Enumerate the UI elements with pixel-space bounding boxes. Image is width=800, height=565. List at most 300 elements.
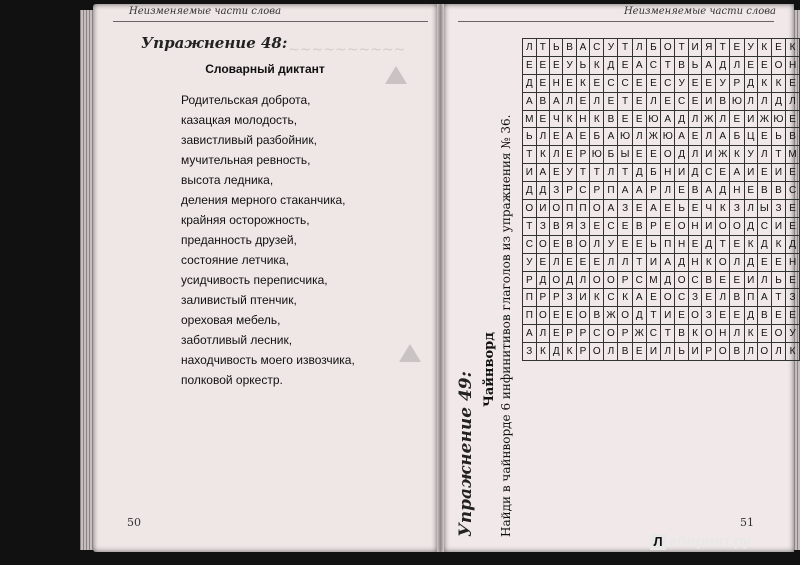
grid-cell: Е bbox=[632, 74, 646, 92]
grid-cell: Л bbox=[632, 128, 646, 146]
grid-cell: Н bbox=[675, 235, 688, 253]
grid-cell: И bbox=[744, 164, 757, 182]
grid-cell: Е bbox=[716, 307, 730, 325]
grid-cell: А bbox=[523, 325, 537, 343]
watermark-text: абиринт.ру bbox=[669, 533, 751, 550]
grid-cell: Е bbox=[786, 271, 800, 289]
grid-cell: Е bbox=[550, 164, 563, 182]
grid-cell: К bbox=[702, 253, 716, 271]
grid-cell: Л bbox=[744, 343, 757, 361]
grid-cell: Е bbox=[730, 39, 744, 57]
grid-row bbox=[523, 271, 800, 289]
grid-cell: Е bbox=[771, 39, 785, 57]
grid-cell: Д bbox=[744, 307, 757, 325]
grid-cell: Р bbox=[536, 289, 549, 307]
grid-cell: Ж bbox=[604, 307, 618, 325]
grid-cell: А bbox=[576, 39, 589, 57]
grid-cell: Л bbox=[550, 146, 563, 164]
grid-cell: Е bbox=[730, 307, 744, 325]
grid-cell: О bbox=[688, 307, 701, 325]
grid-cell: Т bbox=[661, 56, 675, 74]
grid-cell: У bbox=[604, 39, 618, 57]
grid-cell: К bbox=[744, 325, 757, 343]
grid-cell: У bbox=[563, 56, 576, 74]
phrase-item: завистливый разбойник, bbox=[181, 133, 317, 147]
grid-cell: О bbox=[730, 217, 744, 235]
grid-cell: Д bbox=[786, 235, 800, 253]
left-page-header: Неизменяемые части слова bbox=[129, 6, 282, 17]
phrase-item: усидчивость переписчика, bbox=[181, 273, 328, 287]
grid-cell: В bbox=[730, 289, 744, 307]
grid-cell: Ы bbox=[618, 146, 632, 164]
grid-cell: В bbox=[702, 271, 716, 289]
grid-cell: А bbox=[563, 128, 576, 146]
grid-cell: В bbox=[688, 182, 701, 200]
grid-cell: К bbox=[786, 39, 800, 57]
grid-cell: Е bbox=[661, 92, 675, 110]
grid-cell: В bbox=[757, 307, 771, 325]
grid-cell: Д bbox=[563, 271, 576, 289]
phrase-item: мучительная ревность, bbox=[181, 153, 311, 167]
grid-cell: И bbox=[771, 217, 785, 235]
grid-cell: Н bbox=[786, 253, 800, 271]
grid-cell: О bbox=[675, 271, 688, 289]
phrase-item: ореховая мебель, bbox=[181, 313, 281, 327]
crossword-title: Чайнворд bbox=[482, 332, 497, 407]
grid-cell: К bbox=[590, 56, 604, 74]
grid-cell: Л bbox=[536, 325, 549, 343]
grid-cell: Е bbox=[632, 146, 646, 164]
grid-cell: Е bbox=[563, 253, 576, 271]
grid-cell: Е bbox=[786, 110, 800, 128]
grid-cell: Е bbox=[632, 343, 646, 361]
grid-cell: С bbox=[523, 235, 537, 253]
grid-cell: О bbox=[757, 343, 771, 361]
grid-cell: Е bbox=[661, 217, 675, 235]
grid-cell: У bbox=[563, 164, 576, 182]
grid-cell: Ь bbox=[523, 128, 537, 146]
phrase-list bbox=[181, 90, 355, 390]
grid-cell: Л bbox=[550, 253, 563, 271]
grid-cell: Т bbox=[618, 164, 632, 182]
grid-cell: Н bbox=[661, 164, 675, 182]
grid-cell: Р bbox=[646, 217, 660, 235]
grid-cell: Т bbox=[716, 39, 730, 57]
grid-cell: О bbox=[523, 200, 537, 218]
grid-cell: Р bbox=[576, 146, 589, 164]
grid-cell: В bbox=[730, 343, 744, 361]
grid-cell: Е bbox=[618, 110, 632, 128]
grid-row bbox=[523, 289, 800, 307]
grid-row bbox=[523, 164, 800, 182]
grid-cell: С bbox=[604, 289, 618, 307]
grid-cell: К bbox=[688, 325, 701, 343]
grid-cell: Е bbox=[536, 56, 549, 74]
grid-cell: Т bbox=[523, 146, 537, 164]
grid-cell: В bbox=[632, 217, 646, 235]
page-number-right: 51 bbox=[740, 516, 754, 529]
grid-cell: И bbox=[702, 146, 716, 164]
grid-cell: Д bbox=[661, 271, 675, 289]
grid-cell: Л bbox=[604, 164, 618, 182]
grid-cell: У bbox=[744, 146, 757, 164]
grid-cell: Л bbox=[716, 110, 730, 128]
grid-cell: И bbox=[688, 343, 701, 361]
grid-row bbox=[523, 39, 800, 57]
grid-cell: З bbox=[730, 200, 744, 218]
grid-cell: Д bbox=[744, 253, 757, 271]
grid-cell: С bbox=[646, 56, 660, 74]
grid-cell: В bbox=[563, 235, 576, 253]
grid-cell: Л bbox=[757, 92, 771, 110]
grid-row bbox=[523, 56, 800, 74]
grid-cell: Е bbox=[757, 325, 771, 343]
grid-cell: Р bbox=[563, 325, 576, 343]
grid-cell: И bbox=[646, 253, 660, 271]
phrase-item: заливистый птенчик, bbox=[181, 293, 297, 307]
grid-cell: С bbox=[688, 271, 701, 289]
grid-cell: Д bbox=[632, 164, 646, 182]
exercise-title: Упражнение 49: bbox=[456, 371, 476, 537]
grid-cell: Р bbox=[646, 182, 660, 200]
grid-row bbox=[523, 128, 800, 146]
grid-row bbox=[523, 343, 800, 361]
grid-cell: В bbox=[675, 325, 688, 343]
grid-cell: Л bbox=[744, 200, 757, 218]
grid-cell: О bbox=[590, 271, 604, 289]
grid-cell: Е bbox=[786, 164, 800, 182]
grid-cell: Ю bbox=[618, 128, 632, 146]
grid-cell: З bbox=[523, 343, 537, 361]
grid-cell: И bbox=[661, 307, 675, 325]
grid-cell: Л bbox=[702, 128, 716, 146]
grid-cell: Л bbox=[523, 39, 537, 57]
grid-cell: О bbox=[702, 325, 716, 343]
grid-cell: Е bbox=[786, 307, 800, 325]
grid-cell: В bbox=[771, 182, 785, 200]
grid-cell: Р bbox=[618, 271, 632, 289]
grid-cell: Р bbox=[730, 74, 744, 92]
grid-cell: С bbox=[576, 182, 589, 200]
phrase-item: казацкая молодость, bbox=[181, 113, 298, 127]
grid-cell: О bbox=[716, 217, 730, 235]
grid-cell: Е bbox=[576, 253, 589, 271]
grid-cell: Е bbox=[688, 200, 701, 218]
grid-cell: А bbox=[661, 110, 675, 128]
grid-cell: Д bbox=[536, 182, 549, 200]
grid-cell: О bbox=[550, 200, 563, 218]
grid-cell: Ж bbox=[702, 110, 716, 128]
grid-cell: Е bbox=[716, 164, 730, 182]
grid-cell: Л bbox=[730, 325, 744, 343]
grid-cell: Е bbox=[523, 56, 537, 74]
grid-cell: Р bbox=[550, 289, 563, 307]
grid-cell: Е bbox=[646, 289, 660, 307]
grid-cell: З bbox=[688, 289, 701, 307]
grid-cell: Ь bbox=[771, 271, 785, 289]
grid-cell: К bbox=[716, 200, 730, 218]
grid-cell: Д bbox=[675, 253, 688, 271]
grid-cell: В bbox=[563, 39, 576, 57]
grid-cell: Ь bbox=[576, 56, 589, 74]
grid-cell: Ю bbox=[730, 92, 744, 110]
grid-cell: Л bbox=[646, 92, 660, 110]
grid-cell: Д bbox=[523, 182, 537, 200]
exercise-title: Упражнение 48: bbox=[141, 34, 288, 52]
grid-cell: Е bbox=[576, 92, 589, 110]
grid-cell: Е bbox=[786, 217, 800, 235]
grid-cell: Е bbox=[618, 217, 632, 235]
grid-cell: А bbox=[523, 92, 537, 110]
grid-cell: Ю bbox=[661, 128, 675, 146]
grid-cell: Е bbox=[757, 253, 771, 271]
grid-cell: Р bbox=[590, 182, 604, 200]
grid-cell: Е bbox=[576, 128, 589, 146]
warning-icon bbox=[399, 344, 421, 362]
grid-cell: Т bbox=[536, 39, 549, 57]
grid-cell: У bbox=[675, 74, 688, 92]
grid-cell: Е bbox=[688, 92, 701, 110]
grid-cell: Ч bbox=[702, 200, 716, 218]
grid-cell: И bbox=[702, 217, 716, 235]
grid-cell: К bbox=[757, 39, 771, 57]
grid-cell: М bbox=[646, 271, 660, 289]
grid-cell: К bbox=[771, 235, 785, 253]
page-edges-left bbox=[80, 10, 94, 550]
dictation-title: Словарный диктант bbox=[205, 62, 325, 76]
grid-cell: Е bbox=[771, 253, 785, 271]
grid-cell: Т bbox=[632, 253, 646, 271]
grid-cell: О bbox=[604, 325, 618, 343]
grid-cell: Р bbox=[618, 325, 632, 343]
grid-cell: Т bbox=[590, 164, 604, 182]
grid-cell: О bbox=[576, 235, 589, 253]
grid-cell: И bbox=[744, 271, 757, 289]
grid-cell: Е bbox=[675, 182, 688, 200]
grid-cell: О bbox=[661, 39, 675, 57]
grid-cell: А bbox=[536, 164, 549, 182]
grid-cell: Ь bbox=[675, 200, 688, 218]
grid-cell: Н bbox=[786, 56, 800, 74]
grid-cell: Д bbox=[688, 164, 701, 182]
grid-cell: Т bbox=[576, 164, 589, 182]
grid-cell: Ь bbox=[646, 235, 660, 253]
grid-cell: Д bbox=[675, 110, 688, 128]
grid-cell: А bbox=[646, 200, 660, 218]
grid-cell: К bbox=[730, 146, 744, 164]
grid-cell: Л bbox=[757, 146, 771, 164]
grid-cell: О bbox=[618, 307, 632, 325]
grid-cell: Л bbox=[688, 110, 701, 128]
phrase-item: полковой оркестр. bbox=[181, 373, 283, 387]
grid-cell: Е bbox=[702, 74, 716, 92]
grid-cell: В bbox=[716, 92, 730, 110]
grid-cell: С bbox=[675, 92, 688, 110]
grid-cell: Д bbox=[523, 74, 537, 92]
grid-cell: И bbox=[688, 39, 701, 57]
grid-cell: А bbox=[757, 289, 771, 307]
grid-cell: Л bbox=[786, 92, 800, 110]
grid-cell: Е bbox=[632, 110, 646, 128]
grid-cell: Е bbox=[646, 74, 660, 92]
grid-cell: Д bbox=[536, 271, 549, 289]
grid-row bbox=[523, 200, 800, 218]
grid-row bbox=[523, 92, 800, 110]
grid-cell: Е bbox=[563, 74, 576, 92]
grid-cell: Е bbox=[688, 128, 701, 146]
grid-row bbox=[523, 325, 800, 343]
grid-cell: Т bbox=[716, 235, 730, 253]
grid-cell: Л bbox=[563, 92, 576, 110]
phrase-item: Родительская доброта, bbox=[181, 93, 311, 107]
grid-cell: З bbox=[618, 200, 632, 218]
grid-cell: Ю bbox=[590, 146, 604, 164]
grid-cell: Л bbox=[730, 253, 744, 271]
grid-cell: С bbox=[604, 217, 618, 235]
grid-cell: И bbox=[646, 343, 660, 361]
grid-cell: В bbox=[536, 92, 549, 110]
grid-cell: Е bbox=[771, 307, 785, 325]
grid-cell: Я bbox=[702, 39, 716, 57]
grid-cell: Е bbox=[590, 74, 604, 92]
grid-cell: И bbox=[702, 92, 716, 110]
grid-cell: К bbox=[757, 74, 771, 92]
grid-cell: З bbox=[576, 217, 589, 235]
grid-cell: Е bbox=[618, 235, 632, 253]
grid-cell: Л bbox=[716, 289, 730, 307]
grid-cell: Д bbox=[716, 56, 730, 74]
grid-row bbox=[523, 110, 800, 128]
grid-cell: Т bbox=[675, 39, 688, 57]
grid-cell: В bbox=[786, 128, 800, 146]
grid-cell: Л bbox=[618, 253, 632, 271]
grid-row bbox=[523, 307, 800, 325]
grid-cell: В bbox=[675, 56, 688, 74]
grid-cell: Е bbox=[744, 56, 757, 74]
grid-cell: Л bbox=[688, 146, 701, 164]
grid-cell: Л bbox=[771, 343, 785, 361]
grid-cell: Н bbox=[716, 325, 730, 343]
grid-cell: У bbox=[523, 253, 537, 271]
grid-cell: Л bbox=[730, 56, 744, 74]
grid-cell: Д bbox=[632, 307, 646, 325]
grid-cell: Е bbox=[590, 217, 604, 235]
grid-cell: Т bbox=[523, 217, 537, 235]
grid-cell: Т bbox=[646, 307, 660, 325]
grid-cell: Ь bbox=[688, 56, 701, 74]
grid-cell: А bbox=[604, 128, 618, 146]
grid-cell: С bbox=[632, 271, 646, 289]
grid-cell: Ж bbox=[632, 325, 646, 343]
grid-cell: П bbox=[563, 200, 576, 218]
grid-cell: Е bbox=[757, 164, 771, 182]
grid-cell: С bbox=[702, 164, 716, 182]
grid-cell: Т bbox=[618, 92, 632, 110]
grid-cell: С bbox=[590, 39, 604, 57]
grid-cell: С bbox=[646, 325, 660, 343]
grid-cell: Т bbox=[618, 39, 632, 57]
grid-cell: О bbox=[604, 271, 618, 289]
grid-cell: З bbox=[563, 289, 576, 307]
grid-cell: В bbox=[590, 307, 604, 325]
grid-cell: Ю bbox=[646, 110, 660, 128]
grid-cell: И bbox=[675, 164, 688, 182]
grid-cell: А bbox=[604, 200, 618, 218]
phrase-item: состояние летчика, bbox=[181, 253, 289, 267]
grid-cell: Ж bbox=[757, 110, 771, 128]
grid-row bbox=[523, 235, 800, 253]
grid-cell: И bbox=[576, 289, 589, 307]
grid-cell: П bbox=[576, 200, 589, 218]
grid-cell: М bbox=[786, 146, 800, 164]
grid-cell: Ж bbox=[716, 146, 730, 164]
grid-cell: З bbox=[786, 289, 800, 307]
grid-cell: О bbox=[716, 343, 730, 361]
grid-cell: А bbox=[632, 182, 646, 200]
grid-cell: Ь bbox=[550, 39, 563, 57]
grid-row bbox=[523, 146, 800, 164]
grid-cell: И bbox=[744, 110, 757, 128]
grid-cell: О bbox=[590, 343, 604, 361]
grid-cell: Е bbox=[730, 235, 744, 253]
grid-cell: Н bbox=[550, 74, 563, 92]
grid-cell: Д bbox=[702, 235, 716, 253]
grid-cell: Л bbox=[604, 343, 618, 361]
grid-cell: Е bbox=[632, 235, 646, 253]
grid-cell: Д bbox=[675, 146, 688, 164]
grid-cell: Р bbox=[523, 271, 537, 289]
phrase-item: находчивость моего извозчика, bbox=[181, 353, 355, 367]
grid-cell: Л bbox=[661, 343, 675, 361]
grid-cell: Н bbox=[576, 110, 589, 128]
grid-cell: Е bbox=[688, 74, 701, 92]
grid-cell: О bbox=[771, 325, 785, 343]
right-page-header: Неизменяемые части слова bbox=[623, 6, 776, 17]
grid-cell: К bbox=[563, 110, 576, 128]
grid-cell: И bbox=[523, 164, 537, 182]
grid-cell: Ж bbox=[646, 128, 660, 146]
grid-cell: А bbox=[730, 164, 744, 182]
grid-cell: Е bbox=[618, 56, 632, 74]
grid-cell: П bbox=[604, 182, 618, 200]
grid-cell: О bbox=[716, 253, 730, 271]
grid-cell: О bbox=[590, 200, 604, 218]
grid-cell: А bbox=[618, 182, 632, 200]
bleed-through: ~~~~~~~~~~ bbox=[288, 42, 406, 58]
grid-cell: Б bbox=[646, 39, 660, 57]
grid-cell: Е bbox=[590, 253, 604, 271]
grid-cell: А bbox=[632, 56, 646, 74]
grid-row bbox=[523, 253, 800, 271]
grid-cell: Л bbox=[590, 92, 604, 110]
grid-cell: Д bbox=[744, 74, 757, 92]
grid-cell: Ь bbox=[771, 128, 785, 146]
grid-cell: Е bbox=[550, 307, 563, 325]
grid-cell: Т bbox=[661, 325, 675, 343]
grid-cell: Л bbox=[757, 271, 771, 289]
phrase-item: высота ледника, bbox=[181, 173, 274, 187]
grid-cell: У bbox=[744, 39, 757, 57]
grid-cell: Л bbox=[590, 235, 604, 253]
grid-cell: Е bbox=[536, 253, 549, 271]
grid-cell: У bbox=[786, 325, 800, 343]
grid-cell: Е bbox=[563, 146, 576, 164]
grid-cell: Л bbox=[536, 128, 549, 146]
grid-cell: О bbox=[576, 307, 589, 325]
rotated-instructions bbox=[456, 17, 513, 537]
letter-grid bbox=[522, 38, 800, 361]
book-spine bbox=[437, 4, 444, 552]
